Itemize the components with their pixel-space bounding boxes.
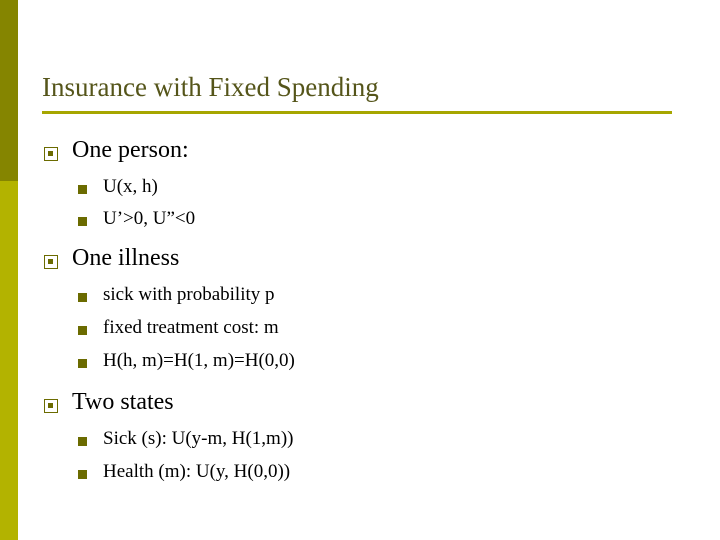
section-heading: One illness [72,245,180,271]
square-bullet-icon [44,399,58,413]
list-item-text: Health (m): U(y, H(0,0)) [103,461,291,482]
left-accent-bar-top [0,0,18,181]
slide-title: Insurance with Fixed Spending [42,72,379,102]
filled-square-bullet-icon [78,293,87,302]
filled-square-bullet-icon [78,437,87,446]
square-bullet-icon [44,147,58,161]
list-item-text: Sick (s): U(y-m, H(1,m)) [103,428,294,449]
list-item-text: U(x, h) [103,176,158,197]
filled-square-bullet-icon [78,359,87,368]
section-heading: Two states [72,389,174,415]
square-bullet-icon [44,255,58,269]
list-item-text: sick with probability p [103,284,275,305]
section-heading: One person: [72,137,189,163]
list-item-text: U’>0, U”<0 [103,208,196,229]
left-accent-bar-bottom [0,181,18,540]
filled-square-bullet-icon [78,470,87,479]
filled-square-bullet-icon [78,217,87,226]
filled-square-bullet-icon [78,185,87,194]
list-item-text: H(h, m)=H(1, m)=H(0,0) [103,350,295,371]
title-underline [42,111,672,114]
list-item-text: fixed treatment cost: m [103,317,279,338]
filled-square-bullet-icon [78,326,87,335]
